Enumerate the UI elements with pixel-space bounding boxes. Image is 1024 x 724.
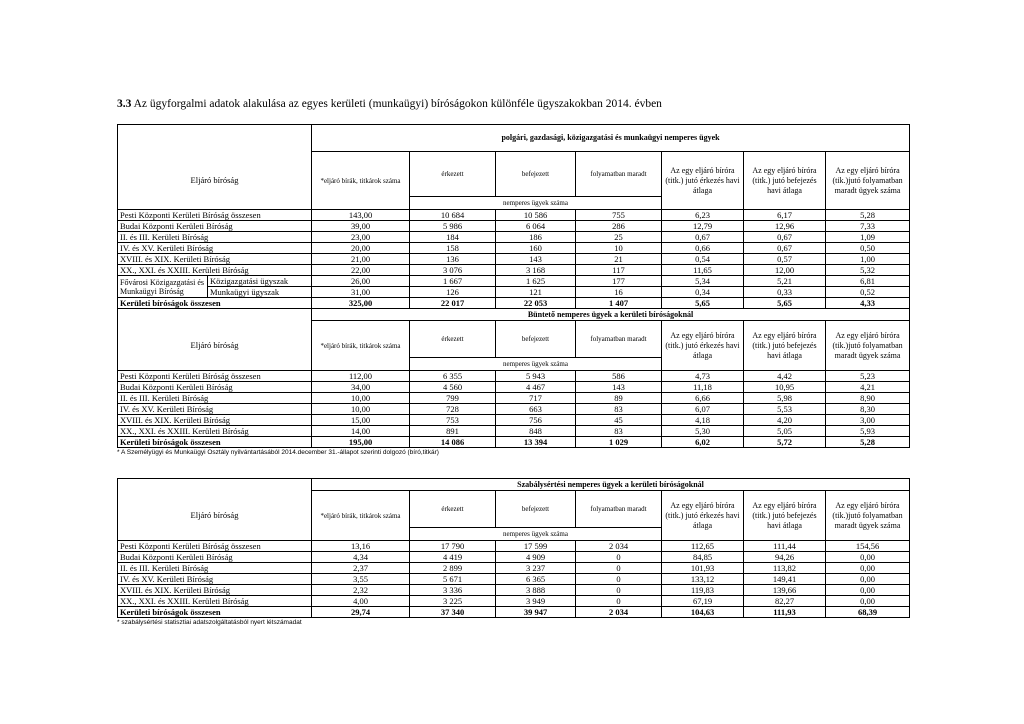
- court-name-cell: IV. és XV. Kerületi Bíróság: [118, 404, 312, 415]
- arrived-cell: 37 340: [410, 607, 496, 618]
- avg-arrived-cell: 0,67: [662, 232, 744, 243]
- avg-arrived-cell: 104,63: [662, 607, 744, 618]
- arrived-cell: 158: [410, 243, 496, 254]
- avg-pending-cell: 6,81: [826, 276, 910, 287]
- labor-court-row: [118, 287, 910, 298]
- avg-arrived-cell: 6,07: [662, 404, 744, 415]
- total-row: [118, 437, 910, 448]
- labor-court-row: [118, 276, 910, 287]
- court-name-cell: XVIII. és XIX. Kerületi Bíróság: [118, 415, 312, 426]
- avg-finished-cell: 94,26: [744, 552, 826, 563]
- finished-cell: 4 909: [496, 552, 576, 563]
- total-row: [118, 607, 910, 618]
- pending-cell: 25: [576, 232, 662, 243]
- heading-text: Az ügyforgalmi adatok alakulása az egyes kerületi (munkaügyi) bíróságokon különféle ügyszakokban 2014. évben: [133, 98, 662, 110]
- judges-cell: 26,00: [312, 276, 410, 287]
- avg-finished-cell: 4,42: [744, 371, 826, 382]
- court-name-cell: Kerületi bíróságok összesen: [118, 298, 312, 309]
- avg-pending-cell: 0,00: [826, 552, 910, 563]
- finished-cell: 17 599: [496, 541, 576, 552]
- pending-cell: 1 029: [576, 437, 662, 448]
- avg-arrived-cell: 119,83: [662, 585, 744, 596]
- court-name-cell: XVIII. és XIX. Kerületi Bíróság: [118, 585, 312, 596]
- table-row: [118, 210, 910, 221]
- table-row: [118, 563, 910, 574]
- avg-finished-cell: 5,72: [744, 437, 826, 448]
- pending-cell: 83: [576, 426, 662, 437]
- avg-finished-cell: 12,96: [744, 221, 826, 232]
- arrived-cell: 184: [410, 232, 496, 243]
- finished-cell: 4 467: [496, 382, 576, 393]
- pending-cell: 83: [576, 404, 662, 415]
- judges-cell: 10,00: [312, 404, 410, 415]
- court-name-cell: XX., XXI. és XXIII. Kerületi Bíróság: [118, 426, 312, 437]
- avg-pending-cell: 5,28: [826, 210, 910, 221]
- judges-column-header: *eljáró bírák, titkárok száma: [312, 152, 410, 210]
- court-name-cell: Budai Központi Kerületi Bíróság: [118, 552, 312, 563]
- avg-pending-cell: 0,00: [826, 563, 910, 574]
- avg-arrived-cell: 112,65: [662, 541, 744, 552]
- avg-pending-cell: 7,33: [826, 221, 910, 232]
- avg-finished-cell: 5,98: [744, 393, 826, 404]
- pending-cell: 586: [576, 371, 662, 382]
- arrived-cell: 14 086: [410, 437, 496, 448]
- arrived-cell: 17 790: [410, 541, 496, 552]
- avg-finished-cell: 139,66: [744, 585, 826, 596]
- arrived-cell: 4 560: [410, 382, 496, 393]
- blank-cell: [118, 309, 312, 321]
- arrived-cell: 753: [410, 415, 496, 426]
- judges-cell: 2,37: [312, 563, 410, 574]
- finished-cell: 717: [496, 393, 576, 404]
- section-title: Büntető nemperes ügyek a kerületi bíróságoknál: [312, 309, 910, 321]
- avg-finished-cell: 4,20: [744, 415, 826, 426]
- arrived-column-header: érkezett: [410, 321, 496, 358]
- pending-column-header: folyamatban maradt: [576, 491, 662, 528]
- arrived-cell: 126: [410, 287, 496, 298]
- arrived-cell: 22 017: [410, 298, 496, 309]
- table-row: [118, 254, 910, 265]
- avg-pending-cell: 1,09: [826, 232, 910, 243]
- avg-arrived-cell: 84,85: [662, 552, 744, 563]
- arrived-column-header: érkezett: [410, 491, 496, 528]
- table-row: [118, 415, 910, 426]
- pending-column-header: folyamatban maradt: [576, 321, 662, 358]
- court-name-cell: Budai Központi Kerületi Bíróság: [118, 221, 312, 232]
- table-row: [118, 574, 910, 585]
- avg-pending-cell: 3,00: [826, 415, 910, 426]
- judges-cell: 195,00: [312, 437, 410, 448]
- finished-cell: 3 237: [496, 563, 576, 574]
- court-name-cell: IV. és XV. Kerületi Bíróság: [118, 574, 312, 585]
- table-row: [118, 541, 910, 552]
- finished-cell: 39 947: [496, 607, 576, 618]
- page-heading: [117, 98, 662, 110]
- avg-finished-cell: 5,05: [744, 426, 826, 437]
- judges-cell: 29,74: [312, 607, 410, 618]
- pending-cell: 10: [576, 243, 662, 254]
- section-title: Szabálysértési nemperes ügyek a kerületi bíróságoknál: [312, 479, 910, 491]
- pending-cell: 117: [576, 265, 662, 276]
- pending-cell: 0: [576, 574, 662, 585]
- court-name-cell: II. és III. Kerületi Bíróság: [118, 563, 312, 574]
- pending-cell: 0: [576, 596, 662, 607]
- court-column-header: Eljáró bíróság: [118, 321, 312, 371]
- arrived-cell: 5 986: [410, 221, 496, 232]
- avg-arrived-cell: 0,54: [662, 254, 744, 265]
- arrived-cell: 3 225: [410, 596, 496, 607]
- avg-finished-cell: 5,65: [744, 298, 826, 309]
- column-header-row: [118, 152, 910, 197]
- table-row: [118, 371, 910, 382]
- blank-cell: [118, 125, 312, 152]
- avg-finished-column-header: Az egy eljáró bíróra (titk.) jutó befejezés havi átlaga: [744, 321, 826, 371]
- avg-arrived-column-header: Az egy eljáró bíróra (titk.) jutó érkezés havi átlaga: [662, 152, 744, 210]
- section-title: polgári, gazdasági, közigazgatási és munkaügyi nemperes ügyek: [312, 125, 910, 152]
- finished-cell: 22 053: [496, 298, 576, 309]
- avg-arrived-cell: 12,79: [662, 221, 744, 232]
- avg-pending-cell: 5,23: [826, 371, 910, 382]
- arrived-cell: 728: [410, 404, 496, 415]
- table-row: [118, 265, 910, 276]
- avg-finished-cell: 6,17: [744, 210, 826, 221]
- court-name-cell: XVIII. és XIX. Kerületi Bíróság: [118, 254, 312, 265]
- avg-finished-cell: 113,82: [744, 563, 826, 574]
- section-title-row: [118, 309, 910, 321]
- arrived-column-header: érkezett: [410, 152, 496, 197]
- table-row: [118, 585, 910, 596]
- arrived-cell: 10 684: [410, 210, 496, 221]
- finished-cell: 143: [496, 254, 576, 265]
- avg-finished-cell: 10,95: [744, 382, 826, 393]
- cases-label: nemperes ügyek száma: [410, 528, 662, 541]
- civil-and-criminal-table: [117, 124, 910, 448]
- court-name-cell: II. és III. Kerületi Bíróság: [118, 393, 312, 404]
- table-row: [118, 393, 910, 404]
- division-cell: Közigazgatási ügyszak: [208, 276, 312, 287]
- avg-arrived-column-header: Az egy eljáró bíróra (titk.) jutó érkezés havi átlaga: [662, 321, 744, 371]
- avg-pending-cell: 0,50: [826, 243, 910, 254]
- avg-pending-cell: 4,21: [826, 382, 910, 393]
- avg-arrived-cell: 5,34: [662, 276, 744, 287]
- court-name-cell: XX., XXI. és XXIII. Kerületi Bíróság: [118, 596, 312, 607]
- finished-cell: 3 168: [496, 265, 576, 276]
- finished-cell: 756: [496, 415, 576, 426]
- heading-number: 3.3: [117, 98, 132, 110]
- section-title-row: [118, 479, 910, 491]
- finished-cell: 5 943: [496, 371, 576, 382]
- avg-pending-cell: 0,00: [826, 574, 910, 585]
- finished-cell: 160: [496, 243, 576, 254]
- judges-cell: 34,00: [312, 382, 410, 393]
- pending-cell: 0: [576, 563, 662, 574]
- finished-column-header: befejezett: [496, 491, 576, 528]
- court-name-cell: XX., XXI. és XXIII. Kerületi Bíróság: [118, 265, 312, 276]
- finished-cell: 663: [496, 404, 576, 415]
- finished-cell: 10 586: [496, 210, 576, 221]
- table-row: [118, 382, 910, 393]
- table-row: [118, 596, 910, 607]
- finished-cell: 6 365: [496, 574, 576, 585]
- pending-cell: 2 034: [576, 541, 662, 552]
- avg-arrived-cell: 5,65: [662, 298, 744, 309]
- avg-arrived-cell: 6,66: [662, 393, 744, 404]
- pending-cell: 143: [576, 382, 662, 393]
- avg-arrived-cell: 6,23: [662, 210, 744, 221]
- avg-pending-column-header: Az egy eljáró bíróra (tik.)jutó folyamatban maradt ügyek száma: [826, 321, 910, 371]
- finished-column-header: befejezett: [496, 321, 576, 358]
- court-name-cell: Pesti Központi Kerületi Bíróság összesen: [118, 371, 312, 382]
- pending-cell: 0: [576, 552, 662, 563]
- judges-cell: 31,00: [312, 287, 410, 298]
- pending-cell: 286: [576, 221, 662, 232]
- avg-pending-cell: 0,52: [826, 287, 910, 298]
- court-column-header: Eljáró bíróság: [118, 491, 312, 541]
- avg-pending-cell: 154,56: [826, 541, 910, 552]
- judges-cell: 21,00: [312, 254, 410, 265]
- avg-pending-cell: 1,00: [826, 254, 910, 265]
- avg-finished-column-header: Az egy eljáró bíróra (titk.) jutó befejezés havi átlaga: [744, 491, 826, 541]
- judges-cell: 2,32: [312, 585, 410, 596]
- arrived-cell: 5 671: [410, 574, 496, 585]
- avg-pending-cell: 5,28: [826, 437, 910, 448]
- court-name-cell: II. és III. Kerületi Bíróság: [118, 232, 312, 243]
- petty-offence-table: [117, 478, 910, 618]
- judges-cell: 325,00: [312, 298, 410, 309]
- arrived-cell: 3 076: [410, 265, 496, 276]
- avg-finished-cell: 111,93: [744, 607, 826, 618]
- finished-cell: 121: [496, 287, 576, 298]
- arrived-cell: 1 667: [410, 276, 496, 287]
- blank-cell: [118, 479, 312, 491]
- judges-cell: 14,00: [312, 426, 410, 437]
- finished-cell: 6 064: [496, 221, 576, 232]
- total-row: [118, 298, 910, 309]
- finished-cell: 3 949: [496, 596, 576, 607]
- avg-finished-cell: 0,57: [744, 254, 826, 265]
- court-column-header: Eljáró bíróság: [118, 152, 312, 210]
- pending-cell: 755: [576, 210, 662, 221]
- avg-pending-cell: 0,00: [826, 585, 910, 596]
- arrived-cell: 891: [410, 426, 496, 437]
- pending-cell: 45: [576, 415, 662, 426]
- arrived-cell: 136: [410, 254, 496, 265]
- avg-pending-column-header: Az egy eljáró bíróra (tik.)jutó folyamatban maradt ügyek száma: [826, 491, 910, 541]
- avg-pending-column-header: Az egy eljáró bíróra (tik.)jutó folyamatban maradt ügyek száma: [826, 152, 910, 210]
- table-row: [118, 426, 910, 437]
- labor-court-name: Fővárosi Közigazgatási és Munkaügyi Bíróság: [118, 276, 208, 298]
- table-row: [118, 404, 910, 415]
- judges-cell: 23,00: [312, 232, 410, 243]
- column-header-row: [118, 321, 910, 358]
- arrived-cell: 4 419: [410, 552, 496, 563]
- judges-cell: 13,16: [312, 541, 410, 552]
- pending-cell: 89: [576, 393, 662, 404]
- avg-arrived-cell: 67,19: [662, 596, 744, 607]
- pending-cell: 16: [576, 287, 662, 298]
- judges-cell: 112,00: [312, 371, 410, 382]
- column-header-row: [118, 491, 910, 528]
- cases-label: nemperes ügyek száma: [410, 197, 662, 210]
- avg-arrived-column-header: Az egy eljáró bíróra (titk.) jutó érkezés havi átlaga: [662, 491, 744, 541]
- avg-pending-cell: 0,00: [826, 596, 910, 607]
- judges-cell: 3,55: [312, 574, 410, 585]
- table-row: [118, 221, 910, 232]
- pending-cell: 0: [576, 585, 662, 596]
- court-name-cell: Kerületi bíróságok összesen: [118, 437, 312, 448]
- judges-column-header: *eljáró bírák, titkárok száma: [312, 321, 410, 371]
- judges-cell: 22,00: [312, 265, 410, 276]
- division-cell: Munkaügyi ügyszak: [208, 287, 312, 298]
- avg-finished-column-header: Az egy eljáró bíróra (titk.) jutó befejezés havi átlaga: [744, 152, 826, 210]
- finished-cell: 13 394: [496, 437, 576, 448]
- pending-cell: 21: [576, 254, 662, 265]
- avg-arrived-cell: 101,93: [662, 563, 744, 574]
- avg-pending-cell: 5,93: [826, 426, 910, 437]
- arrived-cell: 3 336: [410, 585, 496, 596]
- avg-arrived-cell: 5,30: [662, 426, 744, 437]
- arrived-cell: 799: [410, 393, 496, 404]
- judges-cell: 15,00: [312, 415, 410, 426]
- avg-arrived-cell: 6,02: [662, 437, 744, 448]
- court-name-cell: Kerületi bíróságok összesen: [118, 607, 312, 618]
- finished-cell: 3 888: [496, 585, 576, 596]
- avg-arrived-cell: 133,12: [662, 574, 744, 585]
- finished-cell: 848: [496, 426, 576, 437]
- footnote-petty-offence: * szabálysértési statisztiai adatszolgáltatásból nyert létszámadat: [117, 619, 302, 626]
- table-row: [118, 243, 910, 254]
- avg-pending-cell: 68,39: [826, 607, 910, 618]
- avg-finished-cell: 0,67: [744, 232, 826, 243]
- court-name-cell: Pesti Központi Kerületi Bíróság összesen: [118, 541, 312, 552]
- section-title-row: [118, 125, 910, 152]
- finished-column-header: befejezett: [496, 152, 576, 197]
- judges-cell: 143,00: [312, 210, 410, 221]
- avg-pending-cell: 8,90: [826, 393, 910, 404]
- avg-finished-cell: 12,00: [744, 265, 826, 276]
- avg-finished-cell: 5,21: [744, 276, 826, 287]
- avg-finished-cell: 0,33: [744, 287, 826, 298]
- avg-arrived-cell: 11,18: [662, 382, 744, 393]
- table-row: [118, 232, 910, 243]
- avg-pending-cell: 5,32: [826, 265, 910, 276]
- table-row: [118, 552, 910, 563]
- avg-pending-cell: 4,33: [826, 298, 910, 309]
- court-name-cell: Budai Központi Kerületi Bíróság: [118, 382, 312, 393]
- judges-cell: 10,00: [312, 393, 410, 404]
- avg-finished-cell: 5,53: [744, 404, 826, 415]
- arrived-cell: 6 355: [410, 371, 496, 382]
- finished-cell: 1 625: [496, 276, 576, 287]
- avg-arrived-cell: 4,18: [662, 415, 744, 426]
- cases-label: nemperes ügyek száma: [410, 358, 662, 371]
- pending-cell: 2 034: [576, 607, 662, 618]
- judges-cell: 4,00: [312, 596, 410, 607]
- finished-cell: 186: [496, 232, 576, 243]
- judges-cell: 39,00: [312, 221, 410, 232]
- pending-column-header: folyamatban maradt: [576, 152, 662, 197]
- avg-finished-cell: 82,27: [744, 596, 826, 607]
- avg-pending-cell: 8,30: [826, 404, 910, 415]
- pending-cell: 177: [576, 276, 662, 287]
- judges-cell: 4,34: [312, 552, 410, 563]
- court-name-cell: Pesti Központi Kerületi Bíróság összesen: [118, 210, 312, 221]
- avg-arrived-cell: 4,73: [662, 371, 744, 382]
- judges-column-header: *eljáró bírák, titkárok száma: [312, 491, 410, 541]
- avg-arrived-cell: 0,66: [662, 243, 744, 254]
- avg-finished-cell: 111,44: [744, 541, 826, 552]
- avg-finished-cell: 149,41: [744, 574, 826, 585]
- court-name-cell: IV. és XV. Kerületi Bíróság: [118, 243, 312, 254]
- footnote-criminal: * A Személyügyi és Munkaügyi Osztály nyilvántartásából 2014.december 31.-állapot szerinti dolgozó (bíró,titkár): [117, 449, 439, 456]
- avg-arrived-cell: 11,65: [662, 265, 744, 276]
- pending-cell: 1 407: [576, 298, 662, 309]
- judges-cell: 20,00: [312, 243, 410, 254]
- avg-arrived-cell: 0,34: [662, 287, 744, 298]
- avg-finished-cell: 0,67: [744, 243, 826, 254]
- arrived-cell: 2 899: [410, 563, 496, 574]
